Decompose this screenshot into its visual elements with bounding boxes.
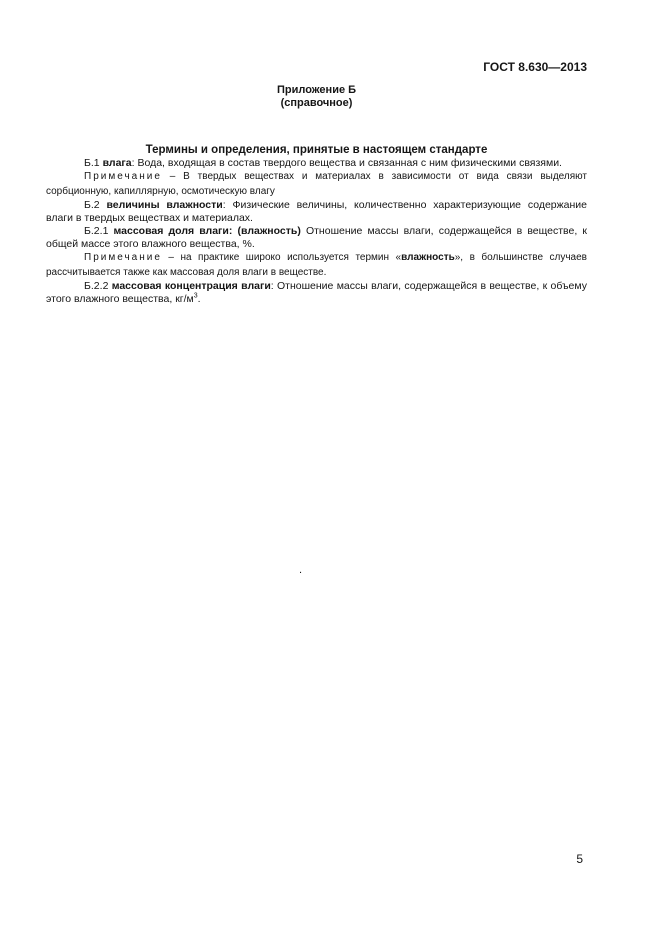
section-heading: Термины и определения, принятые в настоящем стандарте — [145, 144, 488, 156]
clause-b1-paragraph — [46, 157, 587, 170]
text-run: Примечание — [84, 171, 162, 182]
text-run: влажность — [401, 252, 455, 263]
annex-title: Приложение Б — [276, 84, 357, 96]
text-run: : Отношение массы влаги, содержащейся в веществе, к объему этого влажного вещества, кг/м — [46, 280, 587, 305]
text-run: : Вода, входящая в состав твердого вещества и связанная с ним физическими связями. — [131, 157, 562, 169]
text-run: Б.2.1 — [84, 225, 114, 237]
page-number: 5 — [576, 852, 583, 866]
text-run: Б.2 — [84, 199, 107, 211]
text-run: Примечание — [84, 252, 162, 263]
doc-code: ГОСТ 8.630—2013 — [483, 60, 587, 74]
clause-b21-paragraph — [46, 225, 587, 251]
note-1-paragraph — [46, 170, 587, 199]
text-run: 3 — [193, 292, 198, 300]
text-run: – на практике широко используется термин « — [161, 252, 402, 263]
annex-title-block — [46, 84, 587, 110]
annex-subtitle: (справочное) — [280, 97, 353, 109]
clause-b22-paragraph — [46, 280, 587, 306]
text-run: – В твердых веществах и материалах в зависимости от вида связи выделяют сорбционную, капиллярную, осмотическую влагу — [46, 171, 587, 197]
text-run: величины влажности — [106, 199, 223, 211]
text-run: массовая концентрация влаги — [111, 280, 271, 292]
text-run: . — [197, 293, 201, 305]
text-run: массовая доля влаги: (влажность) — [113, 225, 301, 237]
note-2-paragraph — [46, 251, 587, 280]
stray-dot-mark: . — [299, 564, 303, 576]
text-run: влага — [102, 157, 132, 169]
text-run: Б.2.2 — [84, 280, 112, 292]
page-content — [0, 0, 661, 306]
text-run: », в большинстве случаев рассчитывается также как массовая доля влаги в веществе. — [46, 252, 587, 278]
text-run: : Физические величины, количественно характеризующие содержание влаги в твердых веществах и материалах. — [46, 199, 587, 224]
text-run: Б.1 — [84, 157, 103, 169]
text-run: Отношение массы влаги, содержащейся в веществе, к общей массе этого влажного вещества, %. — [46, 225, 587, 250]
clause-b2-paragraph — [46, 199, 587, 225]
